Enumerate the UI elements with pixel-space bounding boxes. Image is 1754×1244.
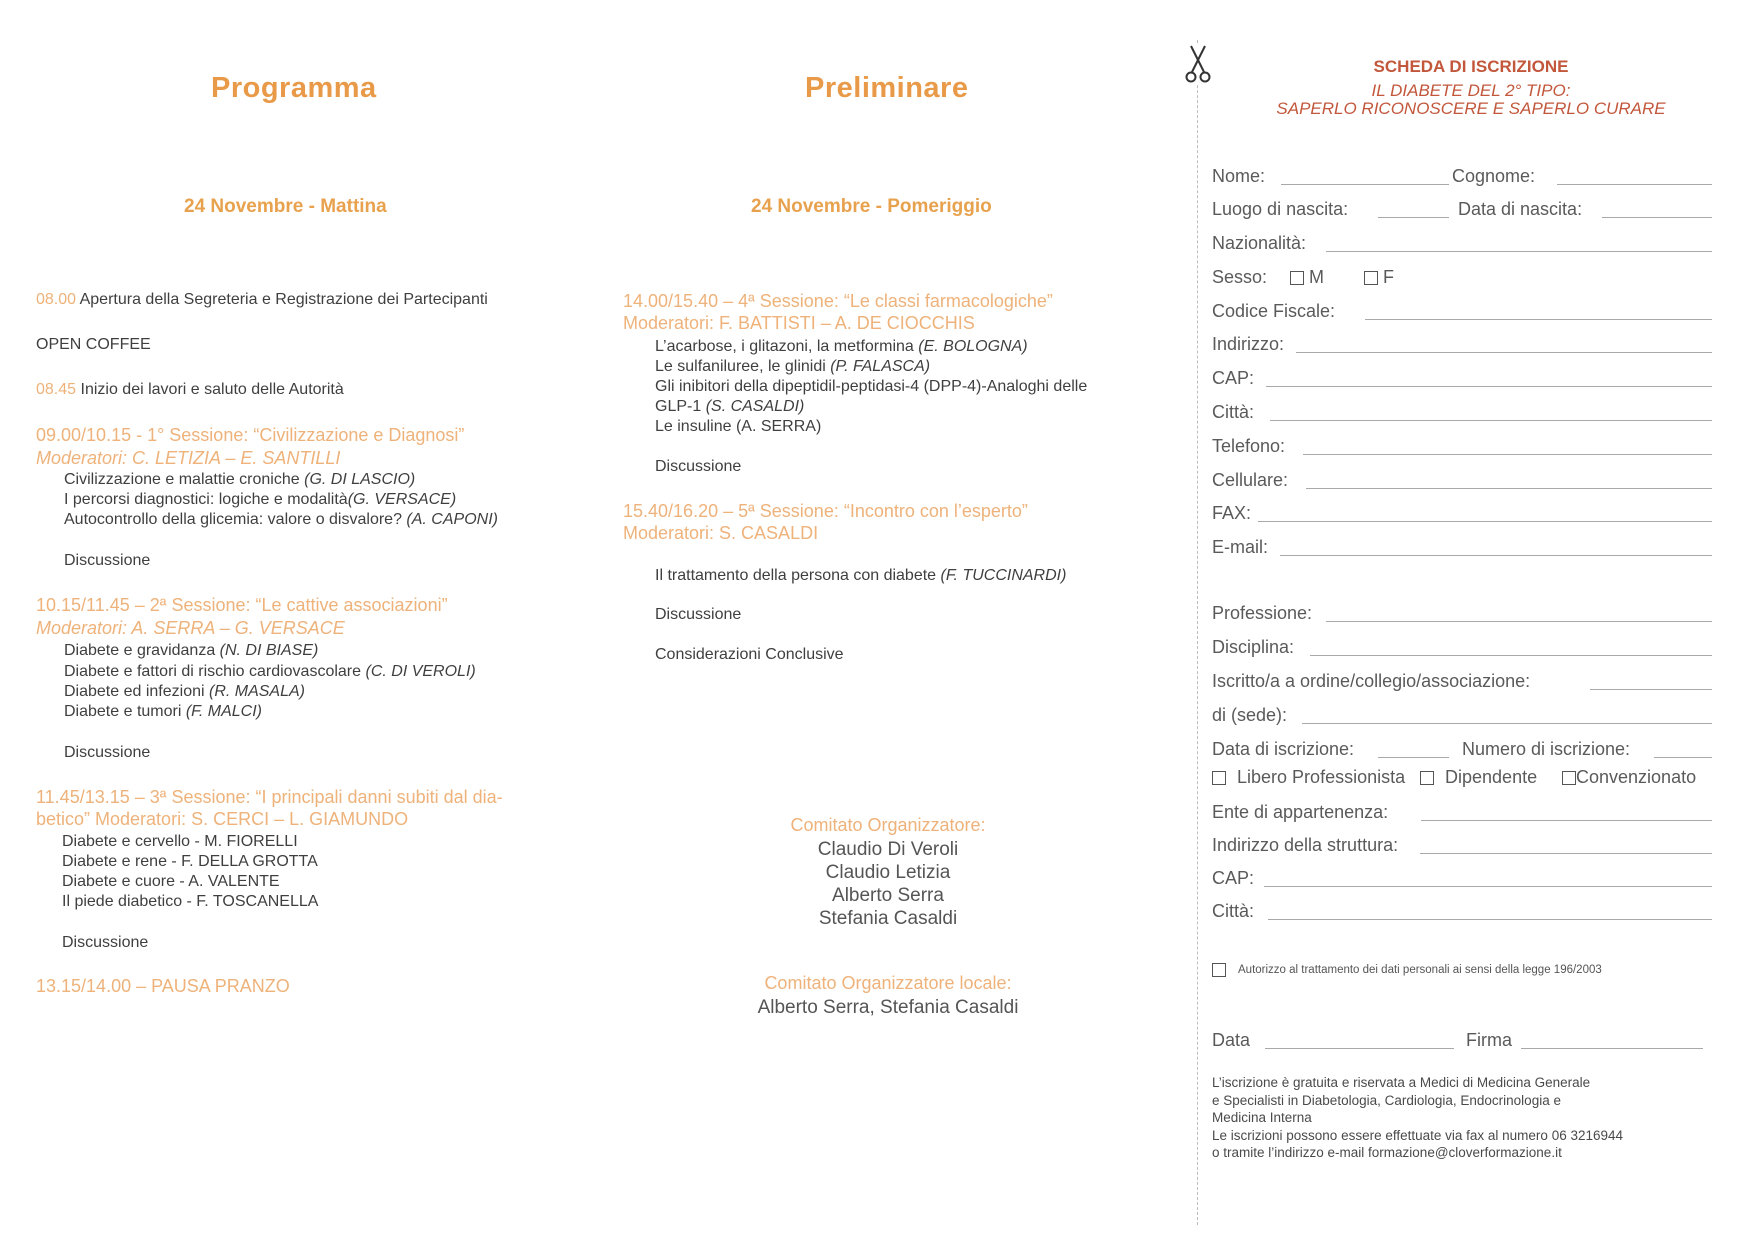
field-luogo-nascita[interactable]	[1378, 217, 1449, 218]
entry-open-coffee: OPEN COFFEE	[36, 336, 151, 353]
item-speaker: (G. DI LASCIO)	[304, 471, 416, 488]
note-line: Le iscrizioni possono essere effettuate via fax al numero 06 3216944	[1212, 1127, 1624, 1143]
form-subtitle-1: IL DIABETE DEL 2° TIPO:	[1371, 81, 1571, 100]
cut-line	[1197, 40, 1198, 1225]
session2-item	[64, 682, 305, 702]
checkbox-m-label: M	[1309, 267, 1325, 287]
item-title: Il trattamento della persona con diabete	[655, 567, 941, 584]
label-sede: di (sede):	[1212, 705, 1288, 725]
committee-member: Claudio Di Veroli	[817, 839, 959, 860]
field-cap[interactable]	[1266, 386, 1712, 387]
field-codice-fiscale[interactable]	[1365, 319, 1712, 320]
item-speaker: (P. FALASCA)	[830, 358, 931, 375]
local-committee-title: Comitato Organizzatore locale:	[764, 973, 1012, 993]
sex-option-m	[1290, 267, 1324, 288]
session4-item	[655, 377, 1087, 397]
committee-member: Stefania Casaldi	[818, 908, 958, 929]
label-data-iscrizione: Data di iscrizione:	[1212, 739, 1355, 759]
field-data-nascita[interactable]	[1602, 217, 1712, 218]
session1-discussion: Discussione	[64, 552, 151, 569]
session4-item	[655, 417, 821, 437]
session3-item: Diabete e cuore - A. VALENTE	[62, 873, 280, 890]
registration-notes	[1212, 1074, 1692, 1162]
checkbox-m[interactable]	[1290, 271, 1304, 285]
session2-item	[64, 662, 476, 682]
label-citta: Città:	[1212, 402, 1255, 422]
item-speaker: (C. DI VEROLI)	[365, 663, 476, 680]
checkbox-convenzionato-label: Convenzionato	[1576, 767, 1697, 787]
session4-item	[655, 337, 1028, 357]
item-speaker: (G. VERSACE)	[347, 491, 457, 508]
session5-header: 15.40/16.20 – 5ª Sessione: “Incontro con l’esperto”	[623, 501, 1028, 521]
field-telefono[interactable]	[1303, 454, 1712, 455]
entry-start	[36, 380, 344, 400]
entry-time: 08.00	[36, 291, 77, 308]
item-title: Gli inibitori della dipeptidil-peptidasi-4 (DPP-4)-Analoghi delle	[655, 378, 1088, 395]
label-cap-struttura: CAP:	[1212, 868, 1255, 888]
title-programma: Programma	[211, 72, 377, 104]
label-citta-struttura: Città:	[1212, 901, 1255, 921]
label-iscritto: Iscritto/a a ordine/collegio/associazione:	[1212, 671, 1531, 691]
lunch-break: 13.15/14.00 – PAUSA PRANZO	[36, 976, 290, 996]
field-cognome[interactable]	[1557, 184, 1712, 185]
item-speaker: (A. CAPONI)	[406, 511, 498, 528]
field-cap-struttura[interactable]	[1264, 886, 1712, 887]
label-disciplina: Disciplina:	[1212, 637, 1295, 657]
item-speaker: (N. DI BIASE)	[219, 642, 319, 659]
label-cap: CAP:	[1212, 368, 1255, 388]
session4-discussion: Discussione	[655, 458, 742, 475]
session4-item	[655, 397, 804, 417]
item-title: Diabete ed infezioni	[64, 683, 209, 700]
label-professione: Professione:	[1212, 603, 1313, 623]
field-email[interactable]	[1280, 555, 1712, 556]
label-telefono: Telefono:	[1212, 436, 1286, 456]
entry-text: Inizio dei lavori e saluto delle Autorità	[80, 381, 344, 398]
form-subtitle-2: SAPERLO RICONOSCERE E SAPERLO CURARE	[1276, 99, 1666, 118]
field-citta[interactable]	[1270, 420, 1712, 421]
checkbox-consent[interactable]	[1212, 963, 1226, 977]
entry-opening	[36, 290, 488, 310]
option-dipendente	[1420, 767, 1537, 788]
field-iscritto[interactable]	[1590, 689, 1712, 690]
label-cellulare: Cellulare:	[1212, 470, 1289, 490]
committee-member: Alberto Serra	[832, 885, 944, 906]
field-indirizzo-struttura[interactable]	[1420, 853, 1712, 854]
session3-item: Diabete e rene - F. DELLA GROTTA	[62, 853, 318, 870]
item-speaker: (E. BOLOGNA)	[918, 338, 1028, 355]
label-fax: FAX:	[1212, 503, 1252, 523]
entry-time: 08.45	[36, 381, 77, 398]
note-line: e Specialisti in Diabetologia, Cardiologia, Endocrinologia e	[1212, 1092, 1561, 1108]
title-preliminare: Preliminare	[805, 72, 969, 104]
local-committee-members: Alberto Serra, Stefania Casaldi	[757, 997, 1019, 1018]
field-cellulare[interactable]	[1306, 488, 1712, 489]
label-indirizzo: Indirizzo:	[1212, 334, 1285, 354]
checkbox-libero[interactable]	[1212, 771, 1226, 785]
item-title: Le sulfaniluree, le glinidi	[655, 358, 831, 375]
consent-text: Autorizzo al trattamento dei dati personali ai sensi della legge 196/2003	[1238, 964, 1602, 976]
item-title: GLP-1	[655, 398, 706, 415]
session4-item	[655, 357, 930, 377]
entry-text: Apertura della Segreteria e Registrazione dei Partecipanti	[79, 291, 488, 308]
note-line: o tramite l’indirizzo e-mail formazione@cloverformazione.it	[1212, 1145, 1562, 1160]
item-speaker: (F. TUCCINARDI)	[940, 567, 1067, 584]
label-sesso: Sesso:	[1212, 267, 1268, 287]
sex-option-f	[1364, 267, 1394, 288]
field-fax[interactable]	[1258, 521, 1712, 522]
session2-header: 10.15/11.45 – 2ª Sessione: “Le cattive associazioni”	[36, 595, 448, 615]
field-sede[interactable]	[1302, 723, 1712, 724]
field-data-iscrizione[interactable]	[1378, 757, 1449, 758]
session4-header: 14.00/15.40 – 4ª Sessione: “Le classi farmacologiche”	[623, 291, 1053, 311]
label-codice-fiscale: Codice Fiscale:	[1212, 301, 1336, 321]
item-title: Diabete e fattori di rischio cardiovascolare	[64, 663, 366, 680]
form-title: SCHEDA DI ISCRIZIONE	[1373, 57, 1569, 76]
field-nazionalita[interactable]	[1326, 251, 1712, 252]
item-title: Diabete e gravidanza	[64, 642, 220, 659]
checkbox-f-label: F	[1383, 267, 1395, 287]
field-firma[interactable]	[1521, 1048, 1703, 1049]
item-title: Civilizzazione e malattie croniche	[64, 471, 305, 488]
item-speaker: (R. MASALA)	[208, 683, 305, 700]
day-morning: 24 Novembre - Mattina	[184, 196, 387, 217]
session1-item	[64, 470, 415, 490]
checkbox-f[interactable]	[1364, 271, 1378, 285]
session3-discussion: Discussione	[62, 934, 149, 951]
committee-member: Claudio Letizia	[825, 862, 951, 883]
label-data: Data	[1212, 1030, 1251, 1050]
session3-header-line1: 11.45/13.15 – 3ª Sessione: “I principali danni subiti dal dia-	[36, 787, 503, 807]
consent-row	[1212, 963, 1602, 977]
field-professione[interactable]	[1326, 621, 1712, 622]
item-speaker: (S. CASALDI)	[705, 398, 805, 415]
label-data-nascita: Data di nascita:	[1458, 199, 1583, 219]
session3-item: Il piede diabetico - F. TOSCANELLA	[62, 893, 319, 910]
session3-item: Diabete e cervello - M. FIORELLI	[62, 833, 298, 850]
session5-discussion: Discussione	[655, 606, 742, 623]
label-numero-iscrizione: Numero di iscrizione:	[1462, 739, 1631, 759]
option-libero	[1212, 767, 1405, 788]
session4-moderators: Moderatori: F. BATTISTI – A. DE CIOCCHIS	[623, 313, 975, 333]
field-indirizzo[interactable]	[1296, 352, 1712, 353]
label-ente: Ente di appartenenza:	[1212, 802, 1389, 822]
item-speaker: (F. MALCI)	[185, 703, 262, 720]
label-firma: Firma	[1466, 1030, 1512, 1050]
item-title: L’acarbose, i glitazoni, la metformina	[655, 338, 919, 355]
field-numero-iscrizione[interactable]	[1654, 757, 1712, 758]
item-title: Autocontrollo della glicemia: valore o disvalore?	[64, 511, 407, 528]
checkbox-libero-label: Libero Professionista	[1237, 767, 1406, 787]
field-nome[interactable]	[1281, 184, 1449, 185]
session5-moderators: Moderatori: S. CASALDI	[623, 523, 819, 543]
session1-header: 09.00/10.15 - 1° Sessione: “Civilizzazione e Diagnosi”	[36, 425, 465, 445]
checkbox-dipendente[interactable]	[1420, 771, 1434, 785]
session2-moderators: Moderatori: A. SERRA – G. VERSACE	[36, 618, 345, 638]
item-title: Diabete e tumori	[64, 703, 186, 720]
label-email: E-mail:	[1212, 537, 1269, 557]
field-data[interactable]	[1265, 1048, 1454, 1049]
session2-discussion: Discussione	[64, 744, 151, 761]
session1-item	[64, 510, 498, 530]
session2-item	[64, 702, 262, 722]
item-title: Le insuline (A. SERRA)	[655, 418, 822, 435]
scissors-icon	[1185, 44, 1211, 84]
checkbox-dipendente-label: Dipendente	[1445, 767, 1538, 787]
session2-item	[64, 641, 318, 661]
item-title: I percorsi diagnostici: logiche e modalità	[64, 491, 348, 508]
checkbox-convenzionato[interactable]	[1562, 771, 1576, 785]
label-luogo-nascita: Luogo di nascita:	[1212, 199, 1349, 219]
day-afternoon: 24 Novembre - Pomeriggio	[751, 196, 992, 217]
label-nome: Nome:	[1212, 166, 1266, 186]
session3-header-line2: betico” Moderatori: S. CERCI – L. GIAMUNDO	[36, 809, 409, 829]
field-ente[interactable]	[1421, 820, 1712, 821]
session1-item	[64, 490, 456, 510]
field-disciplina[interactable]	[1310, 655, 1712, 656]
label-cognome: Cognome:	[1452, 166, 1536, 186]
label-nazionalita: Nazionalità:	[1212, 233, 1307, 253]
session5-item	[655, 566, 1066, 586]
session1-moderators: Moderatori: C. LETIZIA – E. SANTILLI	[36, 448, 341, 468]
field-citta-struttura[interactable]	[1268, 919, 1712, 920]
option-convenzionato	[1562, 767, 1696, 788]
session5-conclusions: Considerazioni Conclusive	[655, 646, 844, 663]
note-line: L’iscrizione è gratuita e riservata a Medici di Medicina Generale	[1212, 1075, 1591, 1090]
committee-title: Comitato Organizzatore:	[790, 815, 986, 835]
label-indirizzo-struttura: Indirizzo della struttura:	[1212, 835, 1399, 855]
note-line: Medicina Interna	[1212, 1110, 1312, 1125]
